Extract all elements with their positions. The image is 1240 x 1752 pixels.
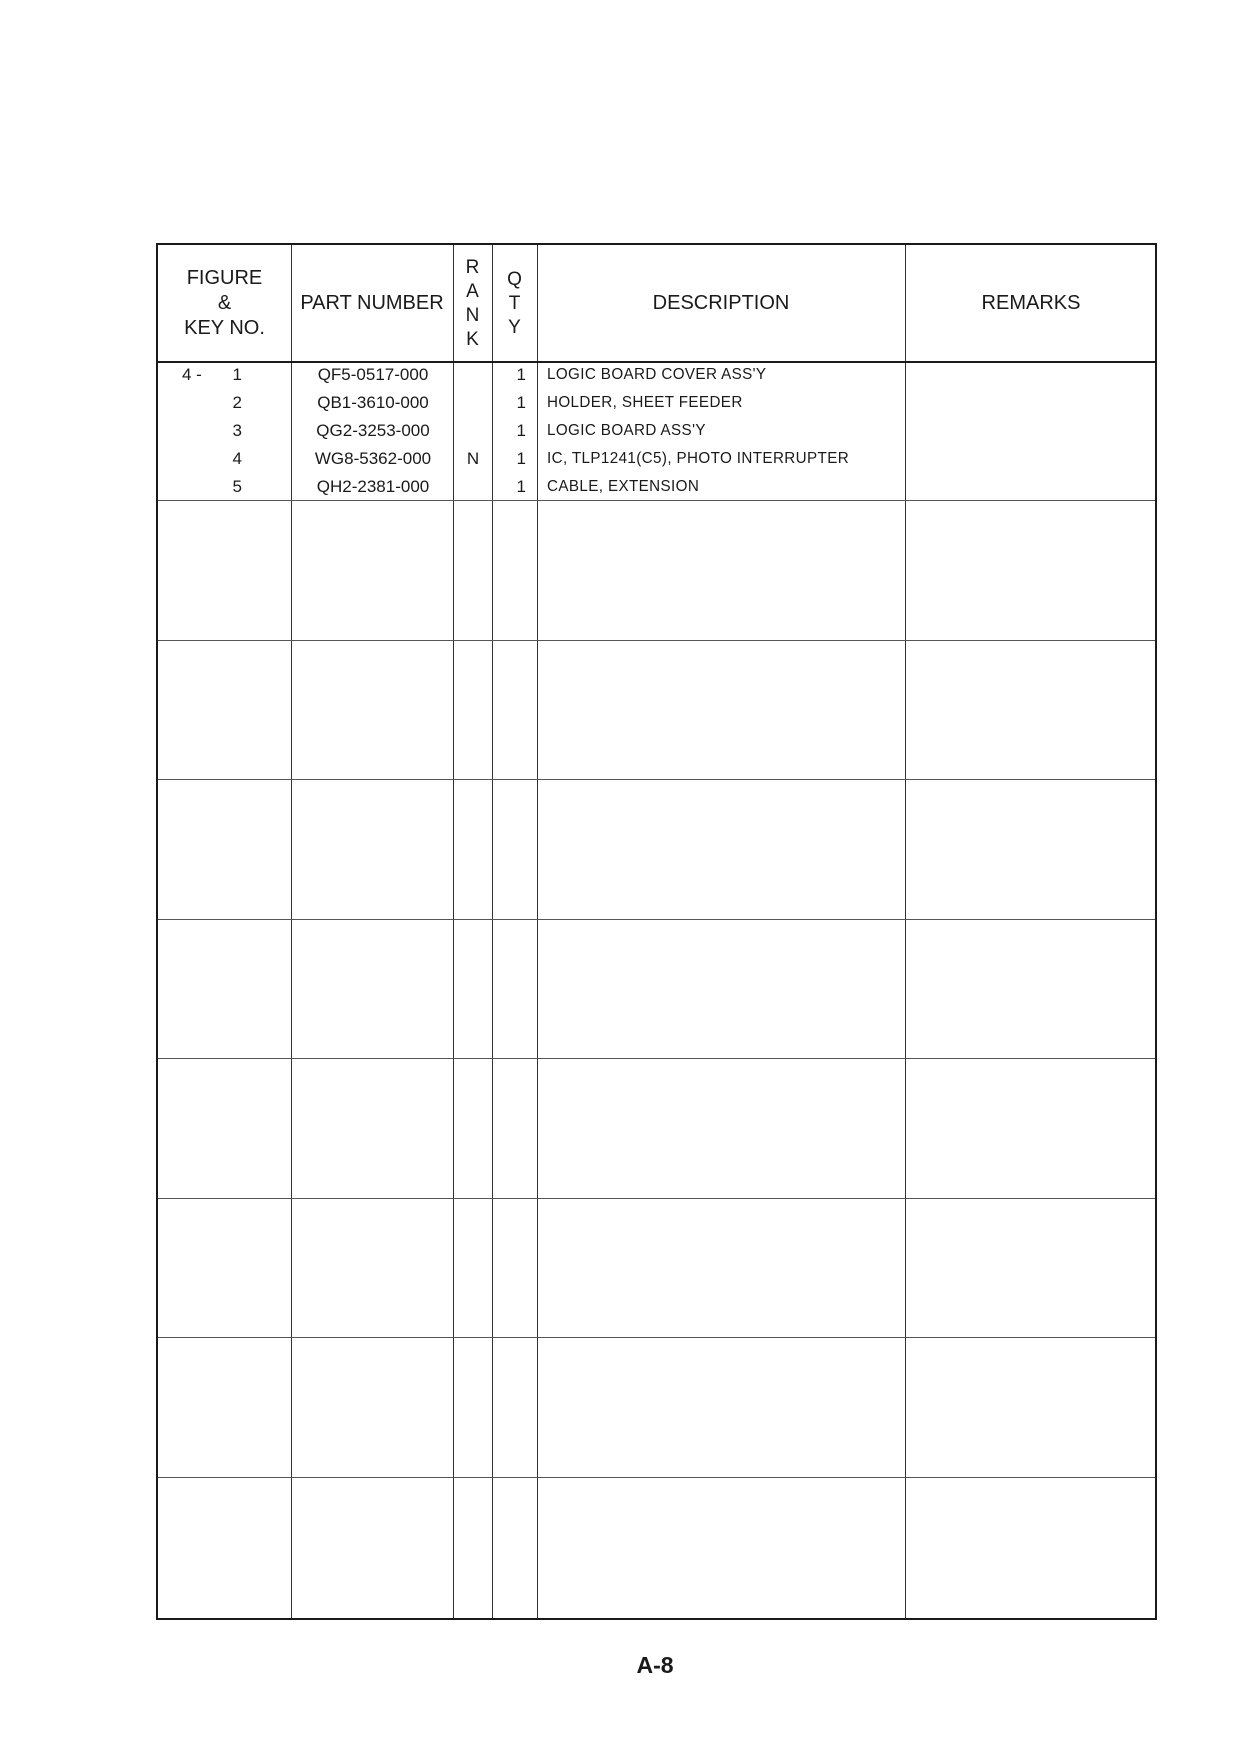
table-row [158,389,1155,417]
header-qty [492,245,537,362]
quantity: 1 [516,421,526,440]
table-row [158,445,1155,473]
rank [454,417,492,445]
rank [454,361,492,389]
rank [454,389,492,417]
key-number: 1 [232,365,242,384]
row-divider [158,1337,1155,1338]
parts-list-table [156,243,1157,1620]
header-figure-line: FIGURE [186,267,263,289]
part-number: QF5-0517-000 [317,365,429,384]
row-divider [158,1198,1155,1199]
header-figure-key-no [158,245,291,362]
description: LOGIC BOARD ASS'Y [547,422,706,439]
row-divider [158,1058,1155,1059]
quantity: 1 [516,477,526,496]
row-divider [158,640,1155,641]
row-divider [158,779,1155,780]
header-remarks [905,245,1157,362]
part-number: WG8-5362-000 [314,449,432,468]
header-rank-letter: A [466,280,479,302]
description: LOGIC BOARD COVER ASS'Y [547,366,767,383]
part-number: QH2-2381-000 [316,477,430,496]
header-part-number [291,245,453,362]
row-divider [158,1477,1155,1478]
header-description-label: DESCRIPTION [652,292,790,314]
key-number: 3 [232,421,242,440]
table-row [158,473,1155,501]
table-row [158,417,1155,445]
row-divider [158,919,1155,920]
header-description [537,245,905,362]
description: HOLDER, SHEET FEEDER [547,394,743,411]
description: CABLE, EXTENSION [547,478,700,495]
rank: N [466,449,480,468]
header-rank-letter: K [466,328,479,350]
rank [454,473,492,501]
quantity: 1 [516,449,526,468]
quantity: 1 [516,393,526,412]
table-row [158,361,1155,389]
part-number: QB1-3610-000 [317,393,429,412]
key-number: 4 [232,449,242,468]
description: IC, TLP1241(C5), PHOTO INTERRUPTER [547,450,850,467]
quantity: 1 [516,365,526,384]
header-qty-letter: Q [507,268,522,290]
header-qty-letter: T [508,292,521,314]
header-figure-line: KEY NO. [184,317,265,339]
header-remarks-label: REMARKS [981,292,1081,314]
header-part-number-label: PART NUMBER [300,292,444,314]
key-number: 2 [232,393,242,412]
part-number: QG2-3253-000 [316,421,430,440]
header-rank [453,245,492,362]
header-rank-letter: N [465,304,480,326]
page-number: A-8 [636,1652,674,1678]
header-figure-line: & [217,292,232,314]
key-number: 5 [232,477,242,496]
header-rank-letter: R [465,256,480,278]
header-qty-letter: Y [508,316,521,338]
figure-number: 4 - [182,365,202,384]
